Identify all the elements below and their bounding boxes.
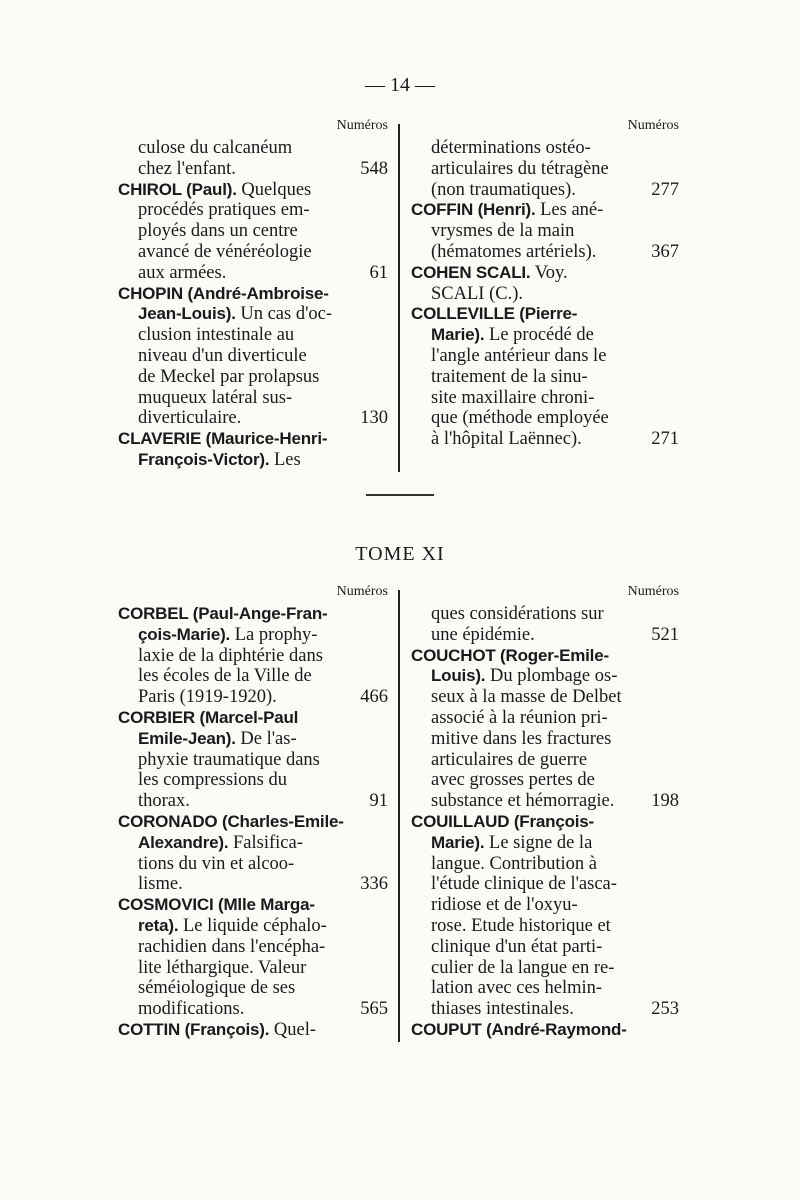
tome-heading: TOME XI bbox=[355, 543, 445, 565]
index-line bbox=[118, 854, 388, 875]
index-line bbox=[118, 687, 388, 708]
line-text bbox=[431, 408, 609, 429]
index-line bbox=[411, 770, 679, 791]
entry-number: 336 bbox=[360, 874, 388, 895]
line-text bbox=[411, 200, 603, 221]
title-text: séméiologique de ses bbox=[138, 978, 296, 999]
title-text: phyxie traumatique dans bbox=[138, 749, 320, 770]
index-line bbox=[118, 708, 388, 729]
entry-number: 91 bbox=[369, 791, 388, 812]
line-text bbox=[431, 180, 576, 201]
index-line bbox=[411, 666, 679, 687]
title-text: modifications. bbox=[138, 999, 245, 1020]
line-text bbox=[138, 999, 244, 1020]
title-text: thorax. bbox=[138, 791, 190, 812]
index-line bbox=[411, 200, 679, 221]
index-line bbox=[118, 180, 388, 201]
title-text: ployés dans un centre bbox=[138, 221, 298, 242]
index-line bbox=[411, 708, 679, 729]
line-text bbox=[138, 791, 190, 812]
index-line bbox=[118, 367, 388, 388]
title-text: rose. Etude historique et bbox=[431, 915, 611, 936]
index-line bbox=[411, 791, 679, 812]
index-line bbox=[118, 450, 388, 471]
index-line bbox=[411, 346, 679, 367]
page-number: — 14 — bbox=[365, 74, 435, 96]
entry-number: 565 bbox=[360, 999, 388, 1020]
line-text bbox=[431, 284, 523, 305]
author-name: çois-Marie). bbox=[138, 624, 231, 644]
line-text bbox=[431, 346, 606, 367]
title-text: mitive dans les fractures bbox=[431, 728, 612, 749]
index-line bbox=[118, 304, 388, 325]
line-text bbox=[411, 646, 609, 667]
line-text bbox=[138, 958, 306, 979]
line-text bbox=[118, 895, 315, 916]
title-text: déterminations ostéo- bbox=[431, 138, 591, 158]
line-text bbox=[138, 200, 310, 221]
column-divider bbox=[398, 590, 400, 1042]
line-text bbox=[138, 325, 294, 346]
author-name: CORONADO (Charles-Emile- bbox=[118, 811, 344, 831]
index-line bbox=[118, 916, 388, 937]
line-text bbox=[138, 770, 287, 791]
line-text bbox=[138, 729, 297, 750]
line-text bbox=[431, 429, 582, 450]
line-text bbox=[138, 138, 292, 159]
line-text bbox=[118, 429, 327, 450]
line-text bbox=[138, 304, 332, 325]
entry-lines bbox=[411, 604, 679, 1041]
title-text: lite léthargique. Valeur bbox=[138, 957, 307, 978]
index-line bbox=[411, 687, 679, 708]
index-line bbox=[411, 874, 679, 895]
entry-number: 253 bbox=[651, 999, 679, 1020]
section-1-right-column bbox=[411, 118, 679, 478]
line-text bbox=[138, 408, 241, 429]
index-line bbox=[411, 221, 679, 242]
title-text: articulaires du tétragène bbox=[431, 158, 609, 179]
title-text: Les ané- bbox=[535, 200, 604, 221]
author-name: Emile-Jean). bbox=[138, 728, 236, 748]
index-line bbox=[411, 978, 679, 999]
index-line bbox=[411, 408, 679, 429]
index-line bbox=[118, 978, 388, 999]
line-text bbox=[431, 138, 591, 159]
title-text: La prophy- bbox=[230, 624, 318, 645]
index-line bbox=[118, 221, 388, 242]
title-text: Les bbox=[269, 449, 301, 470]
line-text bbox=[138, 833, 303, 854]
title-text: lisme. bbox=[138, 874, 183, 895]
index-line bbox=[118, 263, 388, 284]
index-line bbox=[411, 367, 679, 388]
title-text: thiases intestinales. bbox=[431, 999, 574, 1020]
index-line bbox=[118, 791, 388, 812]
author-name: Marie). bbox=[431, 832, 485, 852]
entry-lines bbox=[118, 138, 388, 471]
section-2-left-column bbox=[118, 584, 388, 1054]
index-line bbox=[411, 999, 679, 1020]
index-line bbox=[411, 937, 679, 958]
author-name: Jean-Louis). bbox=[138, 304, 236, 324]
line-text bbox=[118, 604, 327, 625]
index-line bbox=[118, 408, 388, 429]
index-line bbox=[411, 604, 679, 625]
column-divider bbox=[398, 124, 400, 472]
index-line bbox=[411, 1020, 679, 1041]
entry-number: 548 bbox=[360, 158, 388, 179]
index-line bbox=[118, 666, 388, 687]
line-text bbox=[431, 666, 617, 687]
title-text: diverticulaire. bbox=[138, 408, 242, 429]
line-text bbox=[431, 388, 594, 409]
title-text: Voy. bbox=[530, 262, 568, 283]
title-text: à l'hôpital Laënnec). bbox=[431, 429, 582, 450]
title-text: l'angle antérieur dans le bbox=[431, 345, 607, 366]
index-line bbox=[411, 812, 679, 833]
title-text: site maxillaire chroni- bbox=[431, 387, 595, 408]
index-line bbox=[118, 958, 388, 979]
entry-number: 271 bbox=[651, 429, 679, 450]
line-text bbox=[138, 854, 294, 875]
title-text: Un cas d'oc- bbox=[235, 304, 333, 325]
title-text: traitement de la sinu- bbox=[431, 366, 588, 387]
index-line bbox=[411, 729, 679, 750]
line-text bbox=[138, 221, 298, 242]
index-line bbox=[118, 200, 388, 221]
line-text bbox=[138, 750, 320, 771]
title-text: clinique d'un état parti- bbox=[431, 936, 603, 957]
entry-number: 367 bbox=[651, 241, 679, 262]
author-name: COLLEVILLE (Pierre- bbox=[411, 304, 578, 324]
line-text bbox=[431, 791, 614, 812]
author-name: CHIROL (Paul). bbox=[118, 179, 237, 199]
numeros-header: Numéros bbox=[627, 584, 679, 599]
author-name: COUCHOT (Roger-Emile- bbox=[411, 645, 609, 665]
index-line bbox=[118, 833, 388, 854]
line-text bbox=[138, 346, 307, 367]
title-text: vrysmes de la main bbox=[431, 221, 575, 242]
line-text bbox=[411, 263, 568, 284]
line-text bbox=[138, 937, 325, 958]
title-text: laxie de la diphtérie dans bbox=[138, 645, 323, 666]
title-text: clusion intestinale au bbox=[138, 325, 295, 346]
title-text: Le procédé de bbox=[484, 325, 594, 346]
index-line bbox=[411, 646, 679, 667]
line-text bbox=[431, 221, 574, 242]
index-line bbox=[118, 874, 388, 895]
author-name: CORBIER (Marcel-Paul bbox=[118, 707, 299, 727]
title-text: avec grosses pertes de bbox=[431, 770, 595, 791]
line-text bbox=[431, 604, 604, 625]
author-name: COHEN SCALI. bbox=[411, 262, 531, 282]
author-name: COUPUT (André-Raymond- bbox=[411, 1019, 627, 1039]
entry-lines bbox=[118, 604, 388, 1041]
author-name: COUILLAUD (François- bbox=[411, 811, 595, 831]
line-text bbox=[411, 1020, 627, 1041]
title-text: une épidémie. bbox=[431, 624, 535, 645]
title-text: substance et hémorragie. bbox=[431, 791, 615, 812]
index-line bbox=[118, 388, 388, 409]
title-text: culier de la langue en re- bbox=[431, 957, 615, 978]
index-line bbox=[411, 429, 679, 450]
author-name: COFFIN (Henri). bbox=[411, 200, 536, 220]
index-line bbox=[118, 646, 388, 667]
line-text bbox=[431, 729, 611, 750]
line-text bbox=[138, 367, 319, 388]
index-line bbox=[411, 854, 679, 875]
author-name: CHOPIN (André-Ambroise- bbox=[118, 283, 329, 303]
line-text bbox=[138, 646, 323, 667]
line-text bbox=[431, 999, 574, 1020]
line-text bbox=[411, 304, 577, 325]
title-text: les écoles de la Ville de bbox=[138, 666, 312, 687]
line-text bbox=[431, 833, 592, 854]
index-line bbox=[118, 750, 388, 771]
index-line bbox=[411, 180, 679, 201]
line-text bbox=[138, 874, 183, 895]
index-line bbox=[118, 604, 388, 625]
index-line bbox=[118, 729, 388, 750]
entry-number: 130 bbox=[360, 408, 388, 429]
numeros-header: Numéros bbox=[336, 118, 388, 133]
index-line bbox=[118, 284, 388, 305]
line-text bbox=[138, 625, 317, 646]
index-line bbox=[118, 346, 388, 367]
author-name: CORBEL (Paul-Ange-Fran- bbox=[118, 604, 328, 623]
title-text: les compressions du bbox=[138, 770, 288, 791]
entry-number: 277 bbox=[651, 179, 679, 200]
line-text bbox=[118, 708, 298, 729]
index-line bbox=[411, 242, 679, 263]
title-text: lation avec ces helmin- bbox=[431, 978, 603, 999]
title-text: De l'as- bbox=[235, 728, 297, 749]
index-line bbox=[411, 159, 679, 180]
entry-lines bbox=[411, 138, 679, 450]
index-line bbox=[411, 388, 679, 409]
line-text bbox=[138, 242, 312, 263]
title-text: ridiose et de l'oxyu- bbox=[431, 895, 578, 916]
title-text: articulaires de guerre bbox=[431, 749, 588, 770]
title-text: de Meckel par prolapsus bbox=[138, 366, 320, 387]
title-text: tions du vin et alcoo- bbox=[138, 853, 295, 874]
index-line bbox=[118, 812, 388, 833]
author-name: François-Victor). bbox=[138, 449, 270, 469]
line-text bbox=[431, 625, 535, 646]
entry-number: 61 bbox=[369, 262, 388, 283]
index-line bbox=[411, 263, 679, 284]
entry-number: 466 bbox=[360, 687, 388, 708]
title-text: langue. Contribution à bbox=[431, 853, 597, 874]
line-text bbox=[431, 159, 609, 180]
line-text bbox=[118, 812, 344, 833]
line-text bbox=[118, 1020, 316, 1041]
title-text: Paris (1919-1920). bbox=[138, 687, 277, 708]
line-text bbox=[431, 708, 608, 729]
index-line bbox=[118, 429, 388, 450]
index-line bbox=[411, 284, 679, 305]
line-text bbox=[431, 687, 622, 708]
title-text: Quelques bbox=[236, 179, 312, 200]
title-text: chez l'enfant. bbox=[138, 158, 236, 179]
index-line bbox=[118, 1020, 388, 1041]
index-line bbox=[411, 958, 679, 979]
index-line bbox=[118, 999, 388, 1020]
index-line bbox=[118, 159, 388, 180]
title-text: seux à la masse de Delbet bbox=[431, 687, 622, 708]
line-text bbox=[138, 916, 327, 937]
title-text: Quel- bbox=[269, 1019, 317, 1040]
line-text bbox=[431, 367, 588, 388]
line-text bbox=[138, 978, 295, 999]
line-text bbox=[138, 263, 226, 284]
section-2-right-column bbox=[411, 584, 679, 1054]
author-name: Louis). bbox=[431, 666, 486, 686]
author-name: reta). bbox=[138, 915, 179, 935]
index-line bbox=[411, 750, 679, 771]
line-text bbox=[431, 854, 597, 875]
index-line bbox=[411, 916, 679, 937]
index-line bbox=[411, 138, 679, 159]
title-text: aux armées. bbox=[138, 262, 227, 283]
title-text: l'étude clinique de l'asca- bbox=[431, 874, 617, 895]
line-text bbox=[138, 666, 312, 687]
section-1-left-column bbox=[118, 118, 388, 478]
index-line bbox=[411, 304, 679, 325]
title-text: Du plombage os- bbox=[485, 666, 618, 687]
line-text bbox=[138, 159, 236, 180]
title-text: Le signe de la bbox=[484, 832, 593, 853]
title-text: Falsifica- bbox=[228, 832, 303, 853]
author-name: Alexandre). bbox=[138, 832, 229, 852]
entry-number: 521 bbox=[651, 624, 679, 645]
index-line bbox=[411, 895, 679, 916]
index-line bbox=[118, 242, 388, 263]
index-line bbox=[411, 625, 679, 646]
title-text: muqueux latéral sus- bbox=[138, 387, 293, 408]
line-text bbox=[138, 450, 301, 471]
line-text bbox=[431, 874, 617, 895]
numeros-header: Numéros bbox=[627, 118, 679, 133]
line-text bbox=[431, 895, 578, 916]
line-text bbox=[431, 770, 595, 791]
title-text: (hématomes artériels). bbox=[431, 241, 597, 262]
title-text: niveau d'un diverticule bbox=[138, 345, 307, 366]
index-line bbox=[411, 325, 679, 346]
title-text: avancé de vénéréologie bbox=[138, 241, 312, 262]
index-line bbox=[411, 833, 679, 854]
line-text bbox=[411, 812, 594, 833]
author-name: COTTIN (François). bbox=[118, 1019, 270, 1039]
index-line bbox=[118, 625, 388, 646]
line-text bbox=[431, 750, 587, 771]
index-line bbox=[118, 895, 388, 916]
title-text: que (méthode employée bbox=[431, 408, 609, 429]
index-line bbox=[118, 770, 388, 791]
title-text: culose du calcanéum bbox=[138, 138, 293, 158]
line-text bbox=[431, 978, 602, 999]
author-name: Marie). bbox=[431, 325, 485, 345]
line-text bbox=[431, 916, 611, 937]
line-text bbox=[118, 180, 311, 201]
line-text bbox=[138, 687, 277, 708]
line-text bbox=[118, 284, 329, 305]
title-text: Le liquide céphalo- bbox=[178, 915, 327, 936]
section-separator-rule bbox=[366, 494, 434, 496]
title-text: rachidien dans l'encépha- bbox=[138, 936, 326, 957]
title-text: SCALI (C.). bbox=[431, 283, 523, 304]
index-line bbox=[118, 138, 388, 159]
author-name: CLAVERIE (Maurice-Henri- bbox=[118, 429, 328, 449]
title-text: associé à la réunion pri- bbox=[431, 707, 608, 728]
title-text: (non traumatiques). bbox=[431, 179, 576, 200]
entry-number: 198 bbox=[651, 791, 679, 812]
index-line bbox=[118, 937, 388, 958]
numeros-header: Numéros bbox=[336, 584, 388, 599]
index-line bbox=[118, 325, 388, 346]
line-text bbox=[431, 958, 614, 979]
title-text: procédés pratiques em- bbox=[138, 200, 310, 221]
line-text bbox=[431, 937, 602, 958]
line-text bbox=[138, 388, 292, 409]
title-text: ques considérations sur bbox=[431, 604, 604, 624]
line-text bbox=[431, 242, 596, 263]
line-text bbox=[431, 325, 594, 346]
author-name: COSMOVICI (Mlle Marga- bbox=[118, 895, 315, 915]
